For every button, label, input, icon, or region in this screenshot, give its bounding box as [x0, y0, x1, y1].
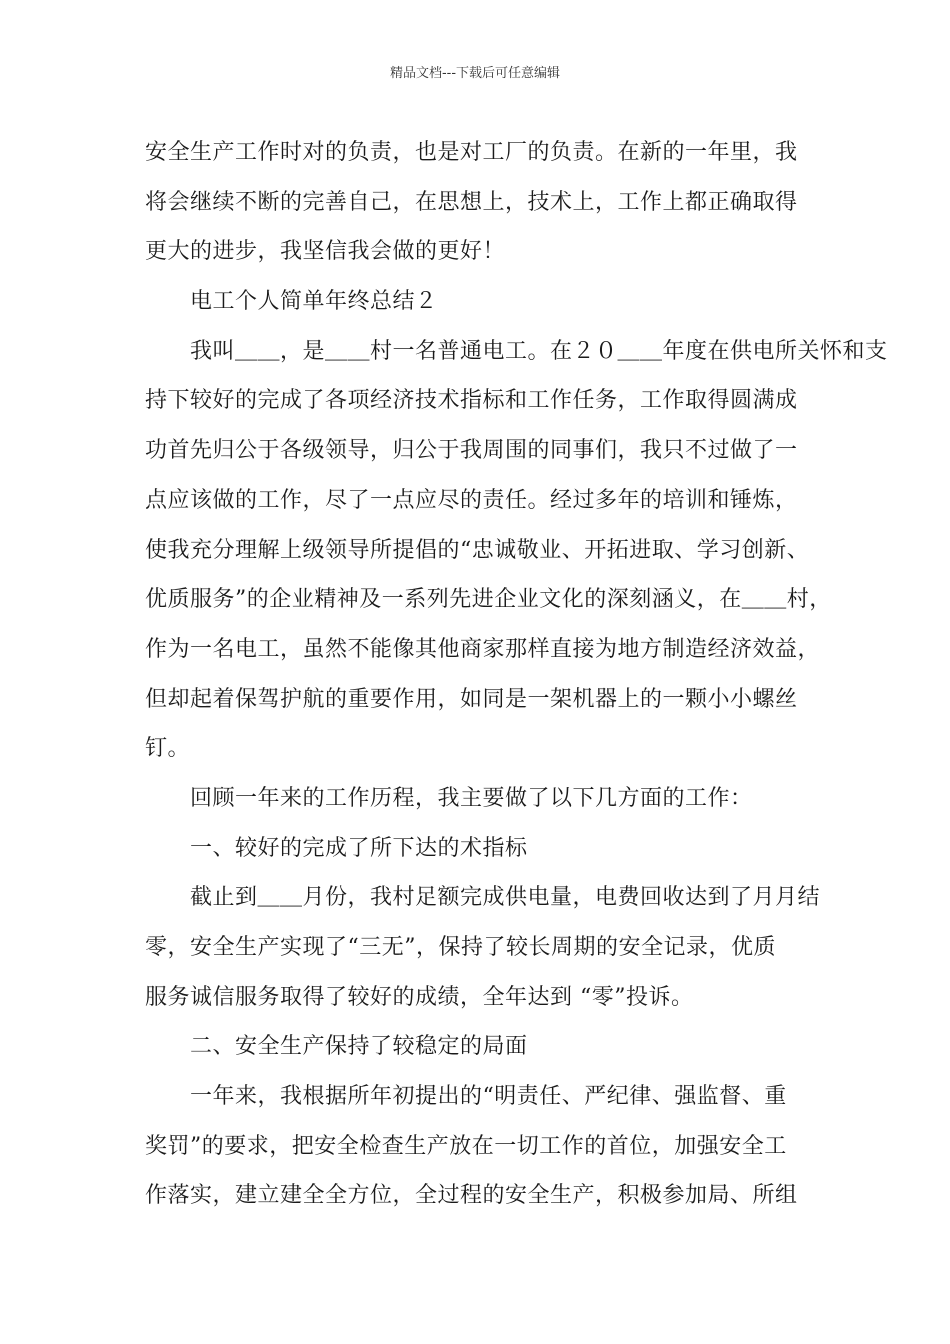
text-line: 优质服务”的企业精神及一系列先进企业文化的深刻涵义，在＿＿村，: [145, 587, 832, 613]
section-heading: 二、安全生产保持了较稳定的局面: [190, 1034, 528, 1060]
page-header: 精品文档---下载后可任意编辑: [389, 66, 561, 81]
section-heading: 一、较好的完成了所下达的术指标: [190, 835, 528, 861]
text-line: 我叫＿＿，是＿＿村一名普通电工。在２０＿＿年度在供电所关怀和支: [190, 338, 888, 364]
text-line: 将会继续不断的完善自己，在思想上，技术上，工作上都正确取得: [145, 189, 798, 215]
text-line: 零，安全生产实现了“三无”，保持了较长周期的安全记录，优质: [145, 935, 776, 960]
text-line: 功首先归公于各级领导，归公于我周围的同事们，我只不过做了一: [145, 438, 798, 464]
text-line: 作落实，建立建全全方位，全过程的安全生产，积极参加局、所组: [145, 1183, 798, 1209]
text-line: 一年来，我根据所年初提出的“明责任、严纪律、强监督、重: [190, 1084, 787, 1110]
text-line: 点应该做的工作，尽了一点应尽的责任。经过多年的培训和锤炼，: [145, 487, 798, 513]
document-body: [145, 128, 888, 1221]
text-line: 使我充分理解上级领导所提倡的“忠诚敬业、开拓进取、学习创新、: [145, 537, 810, 563]
text-line: 但却起着保驾护航的重要作用，如同是一架机器上的一颗小小螺丝: [145, 686, 798, 712]
text-line: 作为一名电工，虽然不能像其他商家那样直接为地方制造经济效益，: [145, 636, 821, 662]
text-line: 安全生产工作时对的负责，也是对工厂的负责。在新的一年里，我: [145, 140, 798, 165]
text-line: 截止到＿＿月份，我村足额完成供电量，电费回收达到了月月结: [190, 885, 821, 911]
section-title: 电工个人简单年终总结２: [190, 289, 438, 315]
text-line: 持下较好的完成了各项经济技术指标和工作任务，工作取得圆满成: [145, 388, 798, 414]
text-line: 服务诚信服务取得了较好的成绩，全年达到 “零”投诉。: [145, 984, 694, 1010]
text-line: 回顾一年来的工作历程，我主要做了以下几方面的工作：: [190, 785, 753, 811]
text-line: 更大的进步，我坚信我会做的更好！: [145, 239, 506, 265]
text-line: 奖罚”的要求，把安全检查生产放在一切工作的首位，加强安全工: [145, 1133, 787, 1159]
text-line: 钉。: [145, 736, 191, 762]
